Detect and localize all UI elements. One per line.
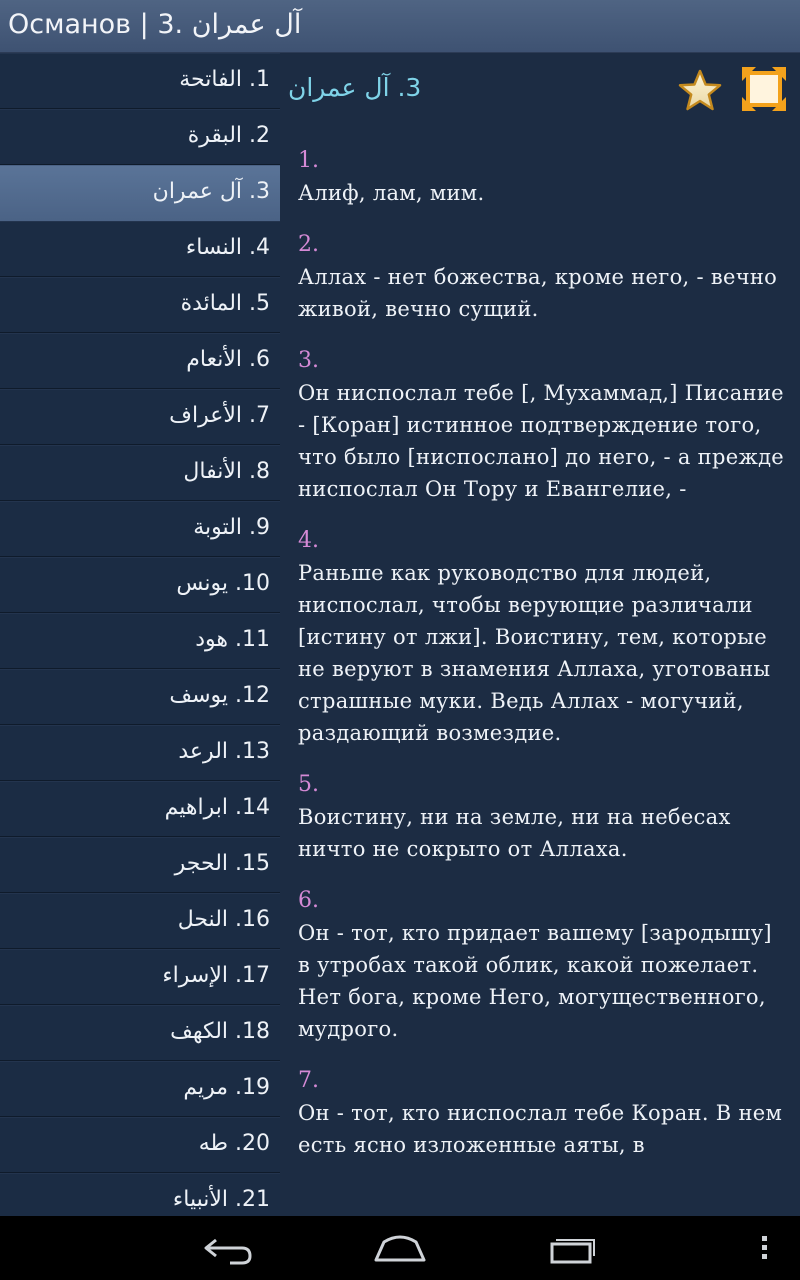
verse-text: Алиф, лам, мим. bbox=[298, 181, 485, 205]
verse-5 bbox=[298, 769, 790, 865]
verse-list bbox=[298, 145, 790, 1181]
verse-number: 2. bbox=[298, 232, 319, 257]
sura-item-7[interactable] bbox=[0, 389, 280, 445]
star-icon[interactable] bbox=[678, 69, 722, 113]
overflow-menu-icon[interactable] bbox=[756, 1232, 774, 1264]
sura-label: 14. ابراهيم bbox=[164, 795, 270, 820]
verse-text: Он - тот, кто придает вашему [зародышу] в утробах такой облик, какой пожелает. Нет бога, кроме Него, могущественного, мудрого. bbox=[298, 921, 772, 1041]
sura-item-17[interactable] bbox=[0, 949, 280, 1005]
verse-4 bbox=[298, 525, 790, 749]
verse-number: 3. bbox=[298, 348, 319, 373]
verse-number: 7. bbox=[298, 1068, 319, 1093]
sura-item-13[interactable] bbox=[0, 725, 280, 781]
sura-label: 1. الفاتحة bbox=[179, 67, 270, 92]
verse-7 bbox=[298, 1065, 790, 1161]
verse-panel[interactable] bbox=[280, 53, 800, 1216]
verse-text: Раньше как руководство для людей, ниспослал, чтобы верующие различали [истину от лжи]. Воистину, тем, которые не веруют в знамения Аллаха, уготованы страшные муки. Ведь Аллах - могучий, раздающий возмездие. bbox=[298, 561, 771, 745]
sura-label: 13. الرعد bbox=[178, 739, 270, 764]
verse-6 bbox=[298, 885, 790, 1045]
sura-label: 19. مريم bbox=[183, 1075, 270, 1100]
sura-label: 7. الأعراف bbox=[169, 403, 270, 428]
sura-item-18[interactable] bbox=[0, 1005, 280, 1061]
sura-label: 2. البقرة bbox=[187, 123, 270, 148]
sura-label: 6. الأنعام bbox=[186, 347, 270, 372]
sura-item-21[interactable] bbox=[0, 1173, 280, 1216]
title-text: Османов | 3. آل عمران bbox=[8, 9, 302, 40]
sura-item-15[interactable] bbox=[0, 837, 280, 893]
sura-item-20[interactable] bbox=[0, 1117, 280, 1173]
verse-number: 4. bbox=[298, 528, 319, 553]
home-icon[interactable] bbox=[370, 1230, 430, 1266]
sura-item-19[interactable] bbox=[0, 1061, 280, 1117]
verse-text: Аллах - нет божества, кроме него, - вечно живой, вечно сущий. bbox=[298, 265, 778, 321]
sura-item-4[interactable] bbox=[0, 221, 280, 277]
sura-item-9[interactable] bbox=[0, 501, 280, 557]
sura-label: 8. الأنفال bbox=[183, 459, 270, 484]
sura-item-1[interactable] bbox=[0, 53, 280, 109]
sura-label: 9. التوبة bbox=[193, 515, 270, 540]
title-bar bbox=[0, 0, 800, 53]
sura-label: 20. طه bbox=[198, 1131, 270, 1156]
sura-label: 18. الكهف bbox=[170, 1019, 270, 1044]
verse-number: 6. bbox=[298, 888, 319, 913]
sura-label: 3. آل عمران bbox=[152, 179, 270, 204]
sura-item-14[interactable] bbox=[0, 781, 280, 837]
sura-item-8[interactable] bbox=[0, 445, 280, 501]
sura-label: 5. المائدة bbox=[180, 291, 270, 316]
sura-item-10[interactable] bbox=[0, 557, 280, 613]
verse-number: 1. bbox=[298, 148, 319, 173]
sura-heading: 3. آل عمران bbox=[288, 73, 422, 102]
sura-label: 21. الأنبياء bbox=[172, 1187, 270, 1212]
sura-label: 4. النساء bbox=[185, 235, 270, 260]
sura-label: 17. الإسراء bbox=[162, 963, 270, 988]
sura-item-6[interactable] bbox=[0, 333, 280, 389]
sura-item-16[interactable] bbox=[0, 893, 280, 949]
sura-label: 16. النحل bbox=[177, 907, 270, 932]
verse-number: 5. bbox=[298, 772, 319, 797]
sura-item-5[interactable] bbox=[0, 277, 280, 333]
verse-2 bbox=[298, 229, 790, 325]
sura-item-3-selected[interactable] bbox=[0, 165, 280, 221]
sura-item-12[interactable] bbox=[0, 669, 280, 725]
verse-text: Воистину, ни на земле, ни на небесах ничто не сокрыто от Аллаха. bbox=[298, 805, 731, 861]
verse-text: Он ниспослал тебе [, Мухаммад,] Писание - [Коран] истинное подтверждение того, что было [ниспослано] до него, - а прежде ниспослал Он Тору и Евангелие, - bbox=[298, 381, 785, 501]
sura-item-2[interactable] bbox=[0, 109, 280, 165]
fullscreen-icon[interactable] bbox=[742, 67, 786, 111]
sura-item-11[interactable] bbox=[0, 613, 280, 669]
sura-label: 10. يونس bbox=[176, 571, 270, 596]
system-nav-bar bbox=[0, 1216, 800, 1280]
sura-label: 11. هود bbox=[195, 627, 270, 652]
verse-3 bbox=[298, 345, 790, 505]
verse-text: Он - тот, кто ниспослал тебе Коран. В нем есть ясно изложенные аяты, в bbox=[298, 1101, 783, 1157]
recents-icon[interactable] bbox=[544, 1230, 600, 1266]
sura-list[interactable] bbox=[0, 53, 280, 1216]
verse-1 bbox=[298, 145, 790, 209]
sura-label: 12. يوسف bbox=[169, 683, 270, 708]
back-icon[interactable] bbox=[200, 1232, 260, 1266]
sura-label: 15. الحجر bbox=[174, 851, 270, 876]
